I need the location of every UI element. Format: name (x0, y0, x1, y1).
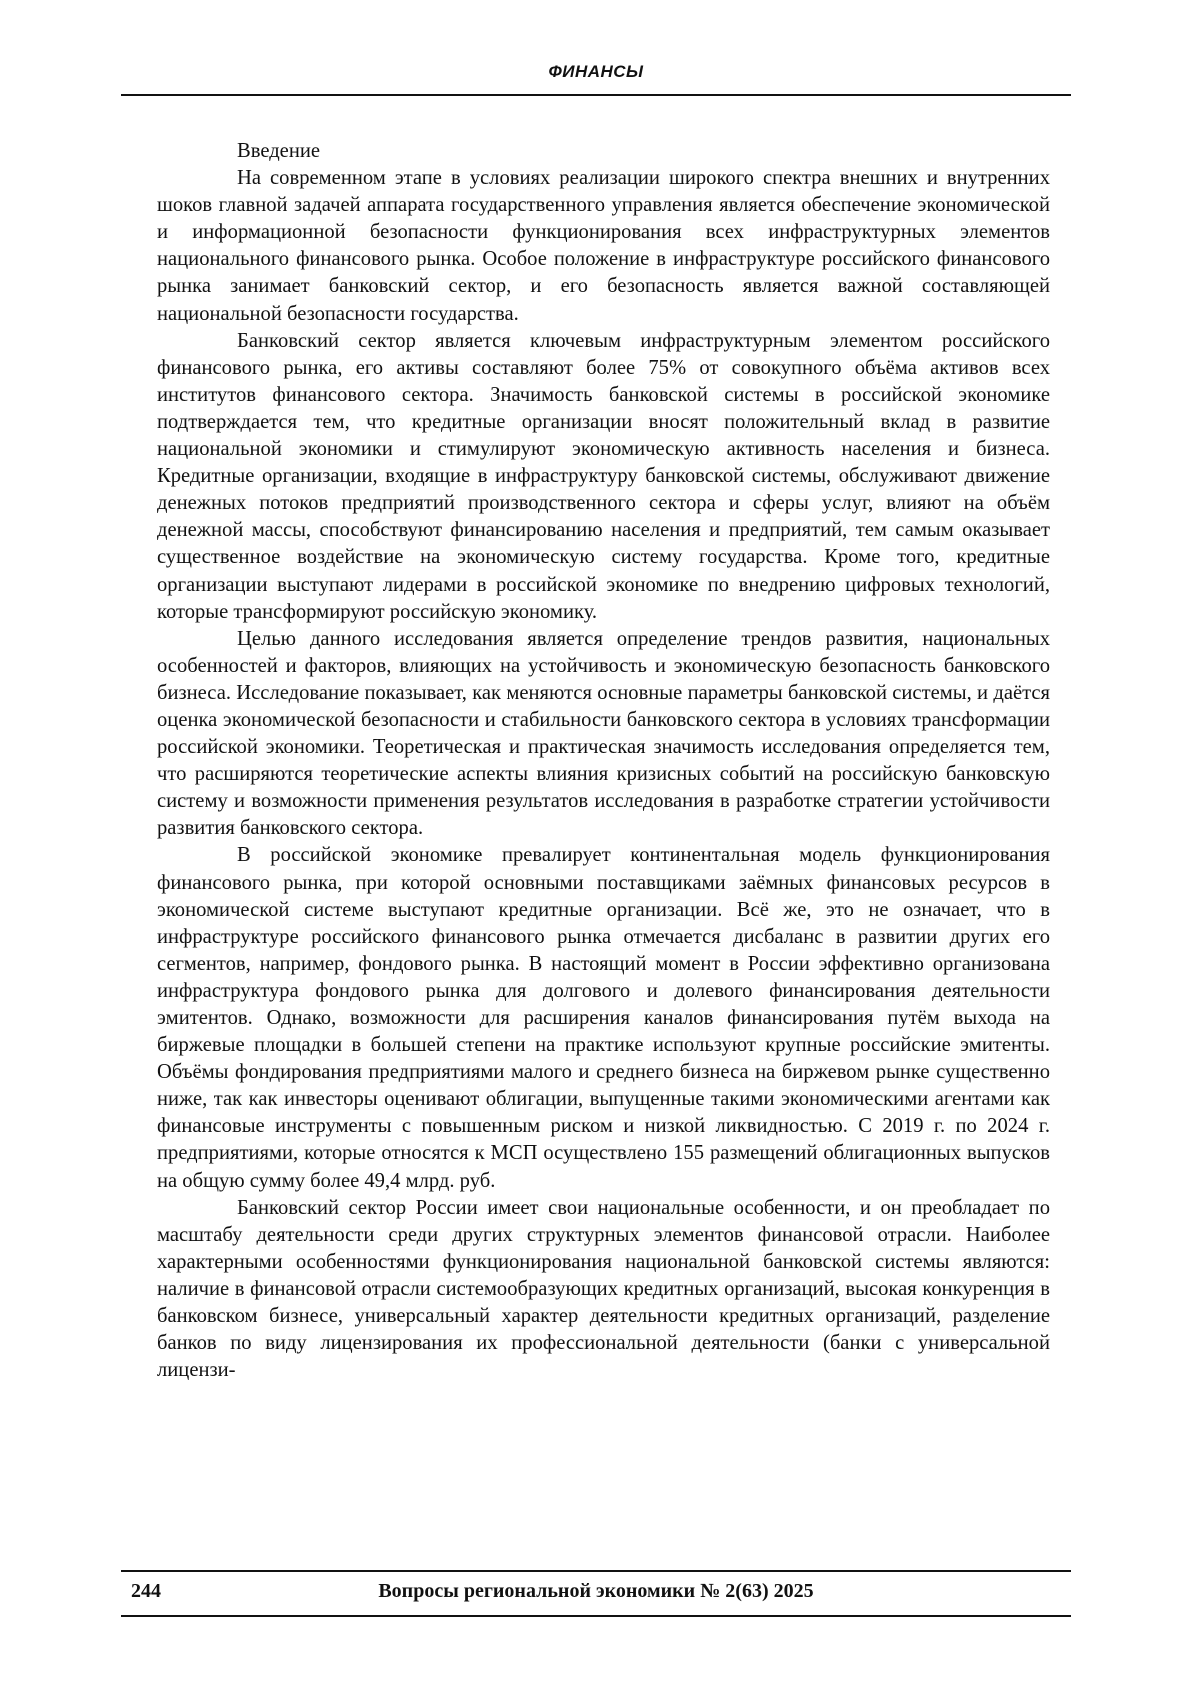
paragraph-5: Банковский сектор России имеет свои национальные особенности, и он преобладает по масштабу деятельности среди других структурных элементов финансовой отрасли. Наиболее характерными особенностями функционирования национальной банковской системы являются: наличие в финансовой отрасли системообразующих кредитных организаций, высокая конкуренция в банковском бизнесе, универсальный характер деятельности кредитных организаций, разделение банков по виду лицензирования их профессиональной деятельности (банки с универсальной лицензи- (157, 1196, 1050, 1382)
paragraph-2: Банковский сектор является ключевым инфраструктурным элементом российского финансового рынка, его активы составляют более 75% от совокупного объёма активов всех институтов финансового сектора. Значимость банковской системы в российской экономике подтверждается тем, что кредитные организации вносят положительный вклад в развитие национальной экономики и стимулируют экономическую активность населения и бизнеса. Кредитные организации, входящие в инфраструктуру банковской системы, обслуживают движение денежных потоков предприятий производственного сектора и сферы услуг, влияют на объём денежной массы, способствуют финансированию населения и предприятий, тем самым оказывает существенное воздействие на экономическую систему государства. Кроме того, кредитные организации выступают лидерами в российской экономике по внедрению цифровых технологий, которые трансформируют российскую экономику. (157, 329, 1050, 623)
header-rule (121, 94, 1071, 96)
article-body (157, 138, 1050, 1384)
paragraph-3: Целью данного исследования является определение трендов развития, национальных особенностей и факторов, влияющих на устойчивость и экономическую безопасность банковского бизнеса. Исследование показывает, как меняются основные параметры банковской системы, и даётся оценка экономической безопасности и стабильности банковского сектора в условиях трансформации российской экономики. Теоретическая и практическая значимость исследования определяется тем, что расширяются теоретические аспекты влияния кризисных событий на российскую банковскую систему и возможности применения результатов исследования в разработке стратегии устойчивости развития банковского сектора. (157, 627, 1050, 840)
section-header-title: ФИНАНСЫ (548, 62, 644, 81)
paragraph-4: В российской экономике превалирует континентальная модель функционирования финансового рынка, при которой основными поставщиками заёмных финансовых ресурсов в экономической системе выступают кредитные организации. Всё же, это не означает, что в инфраструктуре российского финансового рынка отмечается дисбаланс в развитии других его сегментов, например, фондового рынка. В настоящий момент в России эффективно организована инфраструктура фондового рынка для долгового и долевого финансирования деятельности эмитентов. Однако, возможности для расширения каналов финансирования путём выхода на биржевые площадки в большей степени на практике используют крупные российские эмитенты. Объёмы фондирования предприятиями малого и среднего бизнеса на биржевом рынке существенно ниже, так как инвесторы оценивают облигации, выпущенные такими экономическими агентами как финансовые инструменты с повышенным риском и низкой ликвидностью. С 2019 г. по 2024 г. предприятиями, которые относятся к МСП осуществлено 155 размещений облигационных выпусков на общую сумму более 49,4 млрд. руб. (157, 844, 1050, 1192)
journal-title: Вопросы региональной экономики № 2(63) 2025 (378, 1580, 814, 1602)
page-number: 244 (131, 1580, 161, 1602)
running-header (121, 58, 1071, 98)
paragraph-1: На современном этапе в условиях реализации широкого спектра внешних и внутренних шоков главной задачей аппарата государственного управления является обеспечение экономической и информационной безопасности функционирования всех инфраструктурных элементов национального финансового рынка. Особое положение в инфраструктуре российского финансового рынка занимает банковский сектор, и его безопасность является важной составляющей национальной безопасности государства. (157, 167, 1050, 325)
section-heading: Введение (237, 140, 321, 162)
footer-rule-bottom (121, 1615, 1071, 1617)
footer-rule-top (121, 1570, 1071, 1572)
